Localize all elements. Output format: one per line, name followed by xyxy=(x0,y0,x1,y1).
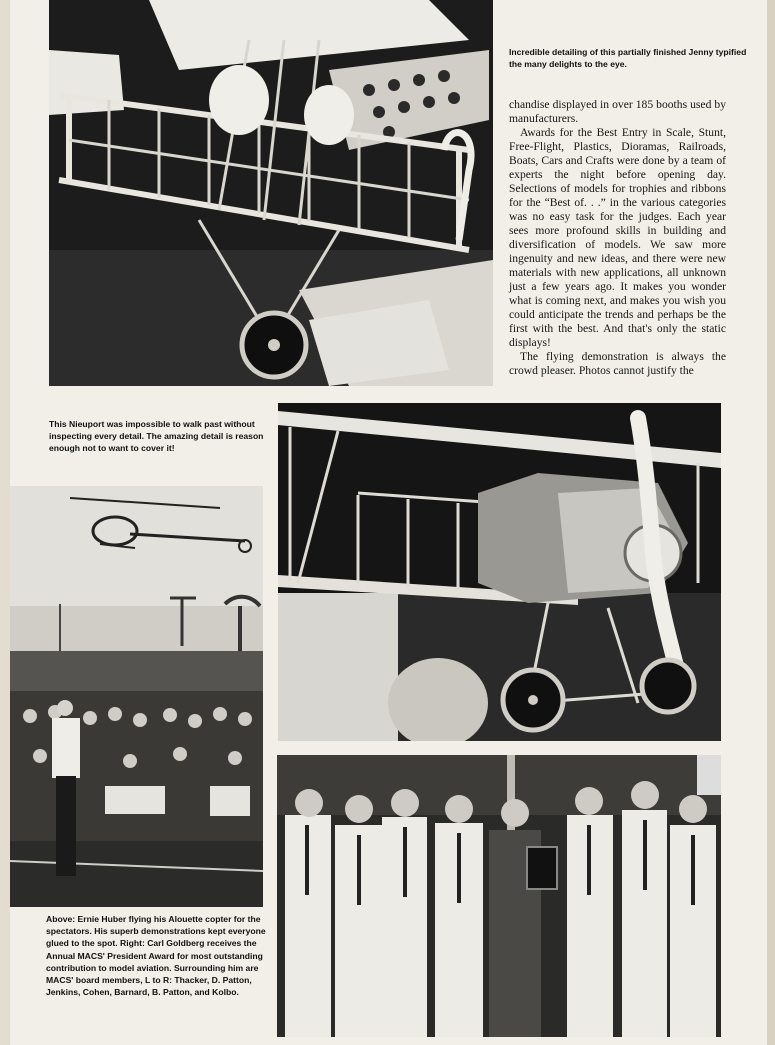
copter-award-caption: Above: Ernie Huber flying his Alouette copter for the spectators. His superb demonstrations kept everyone glued to the spot. Right: Carl Goldberg receives the Annual MACS' President Award for most outstanding contribution to model aviation. Surrounding him are MACS' board members, L to R: Thacker, D. Patton, Jenkins, Cohen, Barnard, B. Patton, and Kolbo. xyxy=(46,914,266,998)
nieuport-photo-caption: This Nieuport was impossible to walk past without inspecting every detail. The amazing detail is reason enough not to want to cover it! xyxy=(49,419,264,454)
nieuport-model-photo xyxy=(278,403,721,741)
page-edge-left xyxy=(0,0,10,1045)
copter-demo-photo xyxy=(10,486,263,907)
article-body xyxy=(509,98,726,378)
article-paragraph: chandise displayed in over 185 booths used by manufacturers. xyxy=(509,98,726,125)
page-edge-right xyxy=(767,0,775,1045)
macs-board-photo xyxy=(277,755,721,1037)
article-paragraph: Awards for the Best Entry in Scale, Stunt, Free-Flight, Plastics, Dioramas, Railroads, Boats, Cars and Crafts were done by a team of experts the night before opening day. Selections of models for trophies and ribbons for the “Best of. . .” in the various categories was no easy task for the judges. Each year sees more profound skills in building and diversification of models. We saw more ingenuity and new ideas, and there were new materials with new applications, all unknown just a few years ago. It makes you wonder what is coming next, and makes you wish you could anticipate the trends and perhaps be the first with the best. And that's only the static displays! xyxy=(509,126,726,349)
jenny-model-photo xyxy=(49,0,493,386)
article-paragraph: The flying demonstration is always the crowd pleaser. Photos cannot justify the xyxy=(509,350,726,377)
jenny-photo-caption: Incredible detailing of this partially finished Jenny typified the many delights to the eye. xyxy=(509,47,747,70)
